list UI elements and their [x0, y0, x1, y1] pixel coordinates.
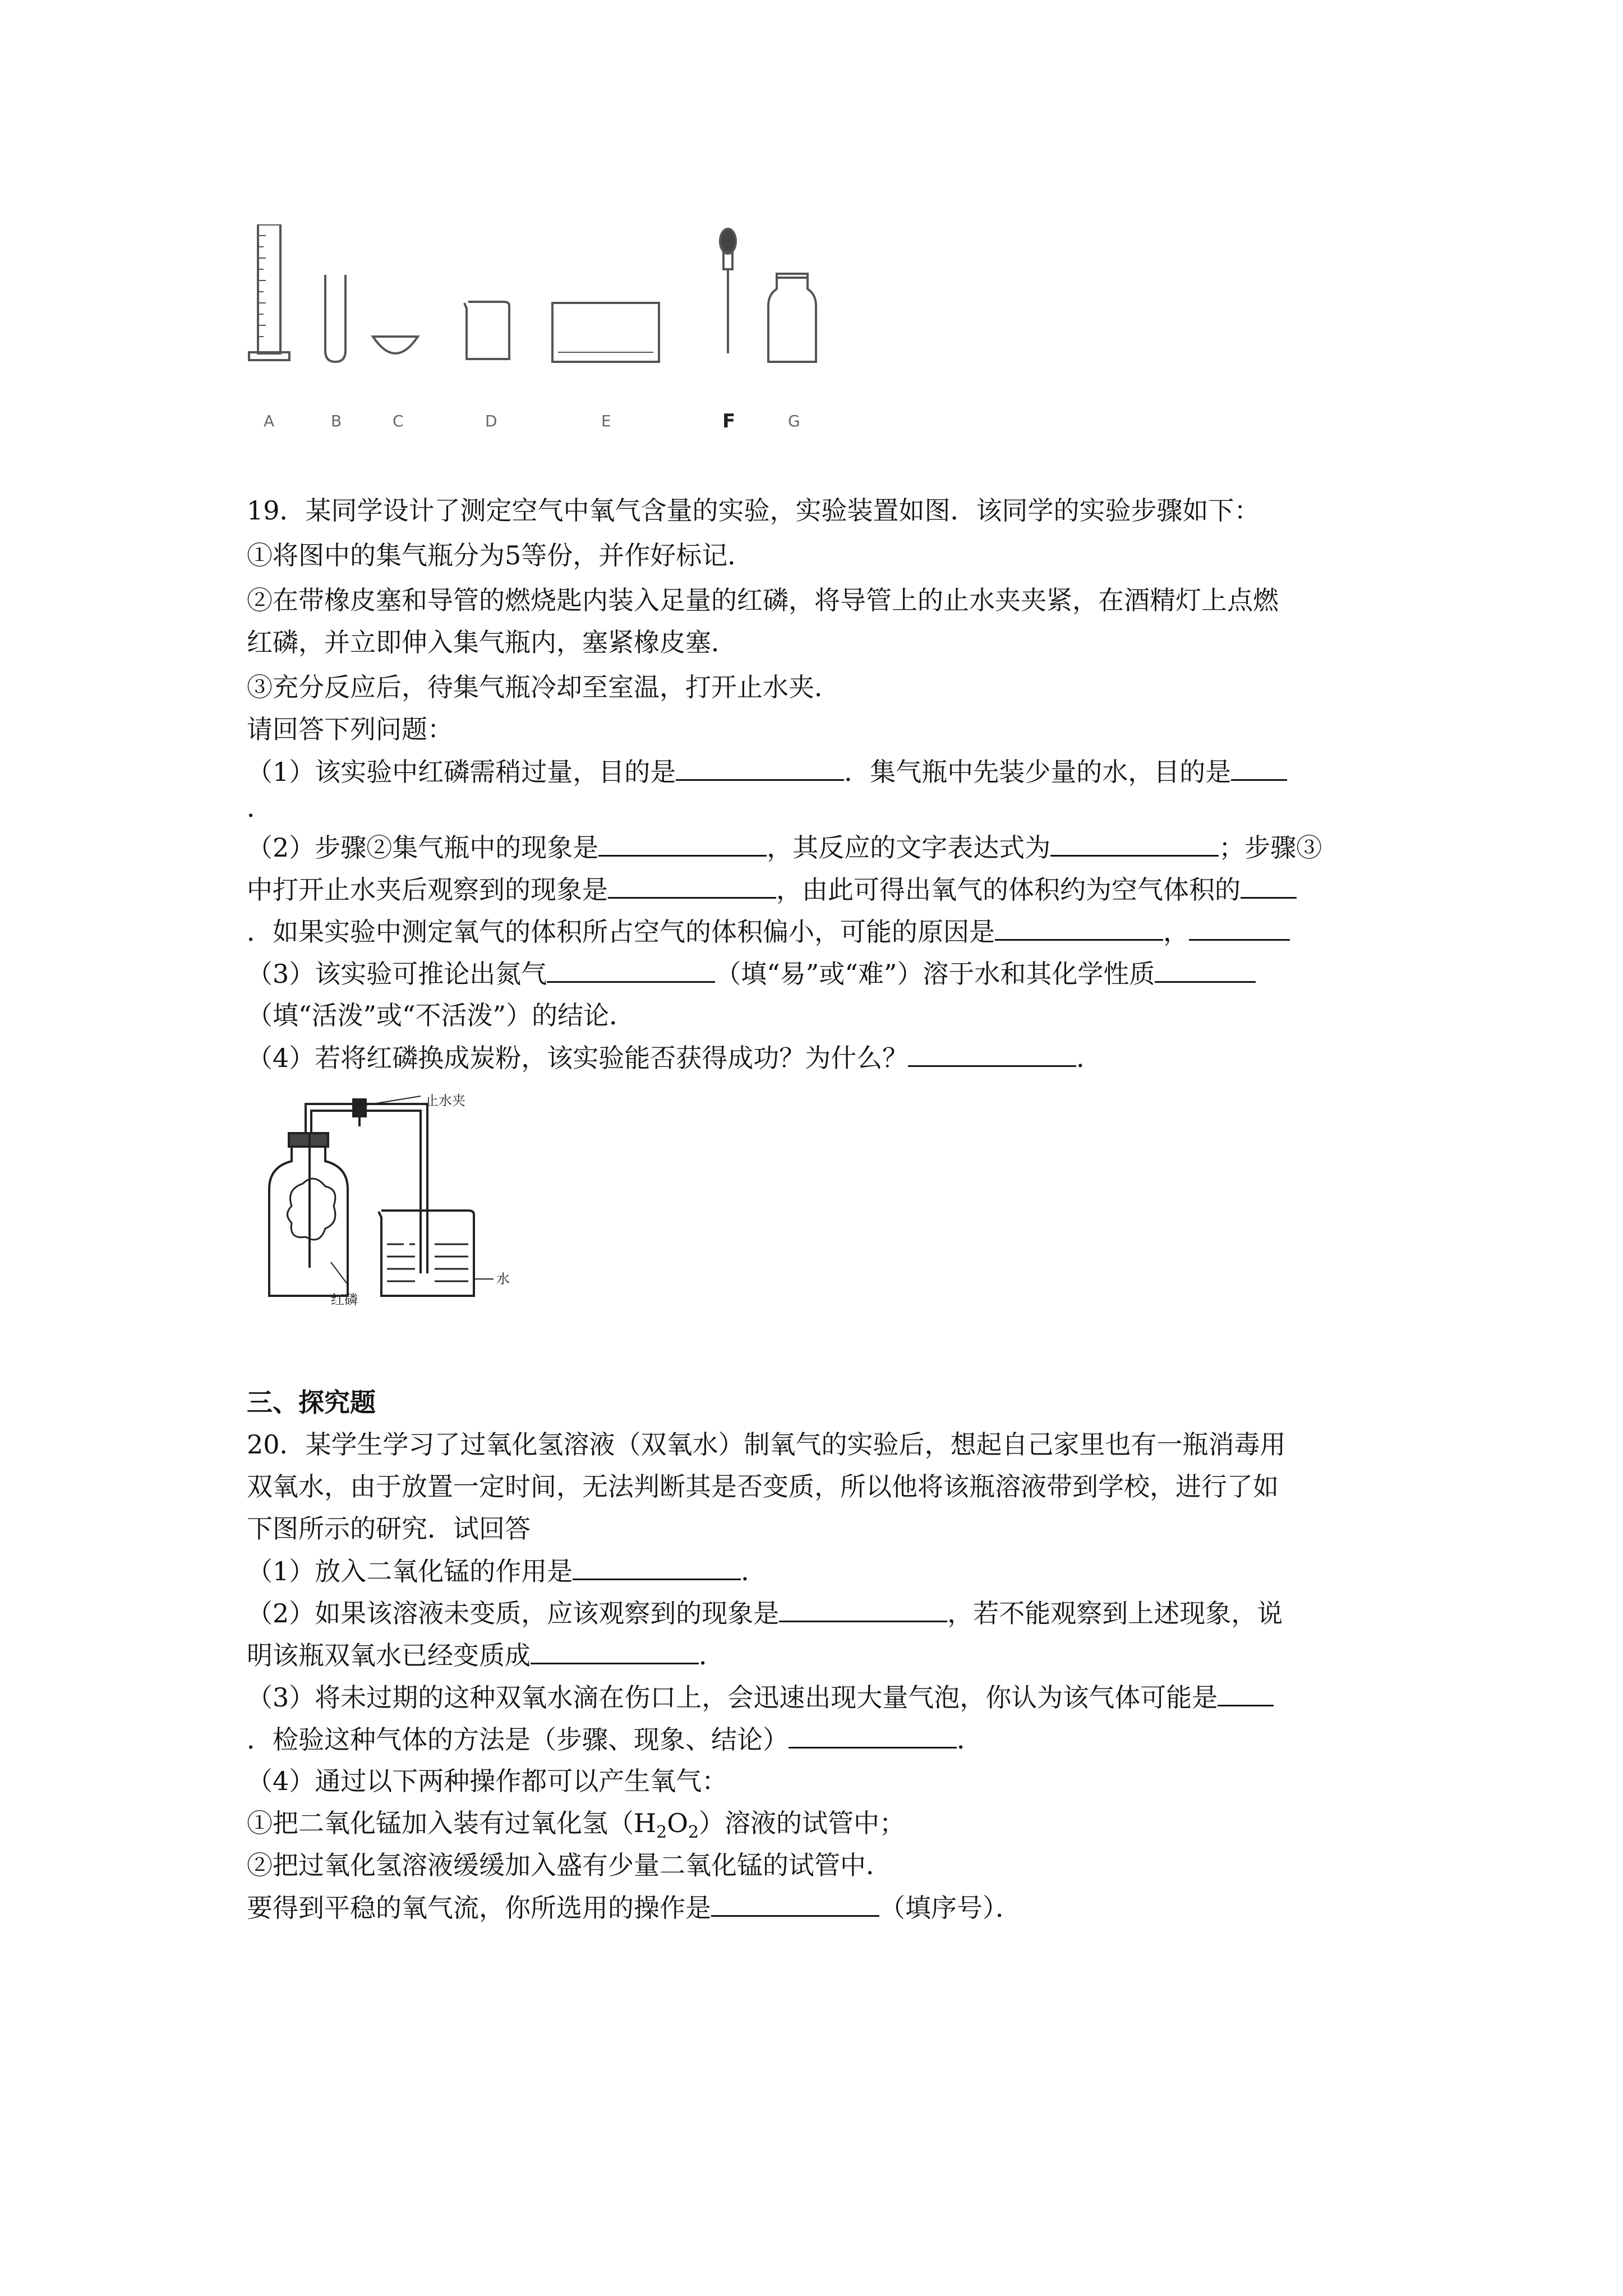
answer-blank[interactable]	[1050, 830, 1219, 857]
oxygen-experiment-figure	[247, 1094, 538, 1307]
answer-blank[interactable]	[908, 1041, 1076, 1067]
q19-step2: ②在带橡皮塞和导管的燃烧匙内装入足量的红磷，将导管上的止水夹夹紧，在酒精灯上点燃	[247, 585, 1279, 615]
q19-step1: ①将图中的集气瓶分为5等份，并作好标记．	[247, 540, 754, 570]
q20-op1: ①把二氧化锰加入装有过氧化氢$(H_2O_2)$溶液的试管中；	[247, 1808, 906, 1843]
answer-blank[interactable]	[1155, 956, 1256, 983]
reagent-bottle-drawing	[768, 274, 816, 362]
answer-blank[interactable]	[711, 1890, 879, 1917]
q19-stem: 19．某同学设计了测定空气中氧气含量的实验，实验装置如图．该同学的实验步骤如下：	[247, 495, 1260, 526]
q20-stem-cont2: 下图所示的研究．试回答	[247, 1513, 531, 1544]
label-b: B	[331, 412, 342, 430]
trough-drawing	[552, 303, 659, 362]
label-f: F	[722, 410, 736, 432]
answer-blank[interactable]	[608, 872, 776, 899]
clamp-label: 止水夹	[425, 1094, 465, 1108]
answer-blank[interactable]	[779, 1596, 947, 1622]
label-e: E	[601, 412, 611, 430]
beaker-drawing	[464, 302, 509, 359]
q20-stem: 20．某学生学习了过氧化氢溶液（双氧水）制氧气的实验后，想起自己家里也有一瓶消毒用	[247, 1429, 1286, 1460]
phosphorus-label: 红磷	[331, 1292, 358, 1307]
q19-part3-cont: （填“活泼”或“不活泼”）的结论．	[247, 1000, 635, 1030]
label-a: A	[264, 412, 275, 430]
answer-blank[interactable]	[531, 1638, 699, 1664]
q19-part2-cont: 中打开止水夹后观察到的现象是 ，由此可得出氧气的体积约为空气体积的	[247, 872, 1297, 907]
evaporating-dish-drawing	[373, 337, 418, 353]
q19-part4: （4）若将红磷换成炭粉，该实验能否获得成功？为什么？ ．	[247, 1041, 1102, 1075]
answer-blank[interactable]	[1231, 754, 1287, 781]
q20-part1: （1）放入二氧化锰的作用是 ．	[247, 1554, 767, 1588]
q19-part2-cont2: ．如果实验中测定氧气的体积所占空气的体积偏小，可能的原因是 ，	[247, 914, 1290, 949]
test-tube-drawing	[325, 275, 345, 362]
answer-blank[interactable]	[547, 956, 715, 983]
q19-step2-cont: 红磷，并立即伸入集气瓶内，塞紧橡皮塞．	[247, 627, 737, 657]
answer-blank[interactable]	[1218, 1680, 1274, 1706]
q20-part3-cont: ．检验这种气体的方法是（步骤、现象、结论） ．	[247, 1722, 983, 1756]
q20-part2: （2）如果该溶液未变质，应该观察到的现象是 ，若不能观察到上述现象，说	[247, 1596, 1283, 1630]
apparatus-figure	[247, 224, 841, 438]
answer-blank[interactable]	[573, 1554, 741, 1580]
q20-part2-cont: 明该瓶双氧水已经变质成 ．	[247, 1638, 725, 1672]
q20-stem-cont: 双氧水，由于放置一定时间，无法判断其是否变质，所以他将该瓶溶液带到学校，进行了如	[247, 1471, 1279, 1502]
answer-blank[interactable]	[1241, 872, 1297, 899]
q19-prompt: 请回答下列问题：	[247, 714, 453, 744]
label-c: C	[393, 412, 404, 430]
answer-blank[interactable]	[1189, 914, 1290, 941]
water-label: 水	[496, 1271, 510, 1287]
q20-part3: （3）将未过期的这种双氧水滴在伤口上，会迅速出现大量气泡，你认为该气体可能是	[247, 1680, 1274, 1714]
label-g: G	[788, 412, 800, 430]
q20-part4: （4）通过以下两种操作都可以产生氧气：	[247, 1766, 728, 1796]
label-d: D	[485, 412, 497, 430]
dropper-drawing	[720, 229, 736, 353]
q19-part3: （3）该实验可推论出氮气 （填“易”或“难”）溶于水和其化学性质	[247, 956, 1256, 991]
q20-op2: ②把过氧化氢溶液缓缓加入盛有少量二氧化锰的试管中．	[247, 1850, 892, 1880]
answer-blank[interactable]	[676, 754, 844, 781]
q19-step3: ③充分反应后，待集气瓶冷却至室温，打开止水夹．	[247, 672, 840, 702]
q19-part1: （1）该实验中红磷需稍过量，目的是 ．集气瓶中先装少量的水，目的是	[247, 754, 1287, 789]
q19-part1-end: ．	[247, 793, 273, 823]
section-title: 三、探究题	[247, 1387, 376, 1418]
graduated-cylinder-drawing	[249, 224, 289, 360]
answer-blank[interactable]	[598, 830, 767, 857]
answer-blank[interactable]	[789, 1722, 957, 1749]
answer-blank[interactable]	[995, 914, 1163, 941]
q20-last: 要得到平稳的氧气流，你所选用的操作是 （填序号）．	[247, 1890, 1021, 1925]
q19-part2: （2）步骤②集气瓶中的现象是 ，其反应的文字表达式为 ；步骤③	[247, 830, 1322, 864]
